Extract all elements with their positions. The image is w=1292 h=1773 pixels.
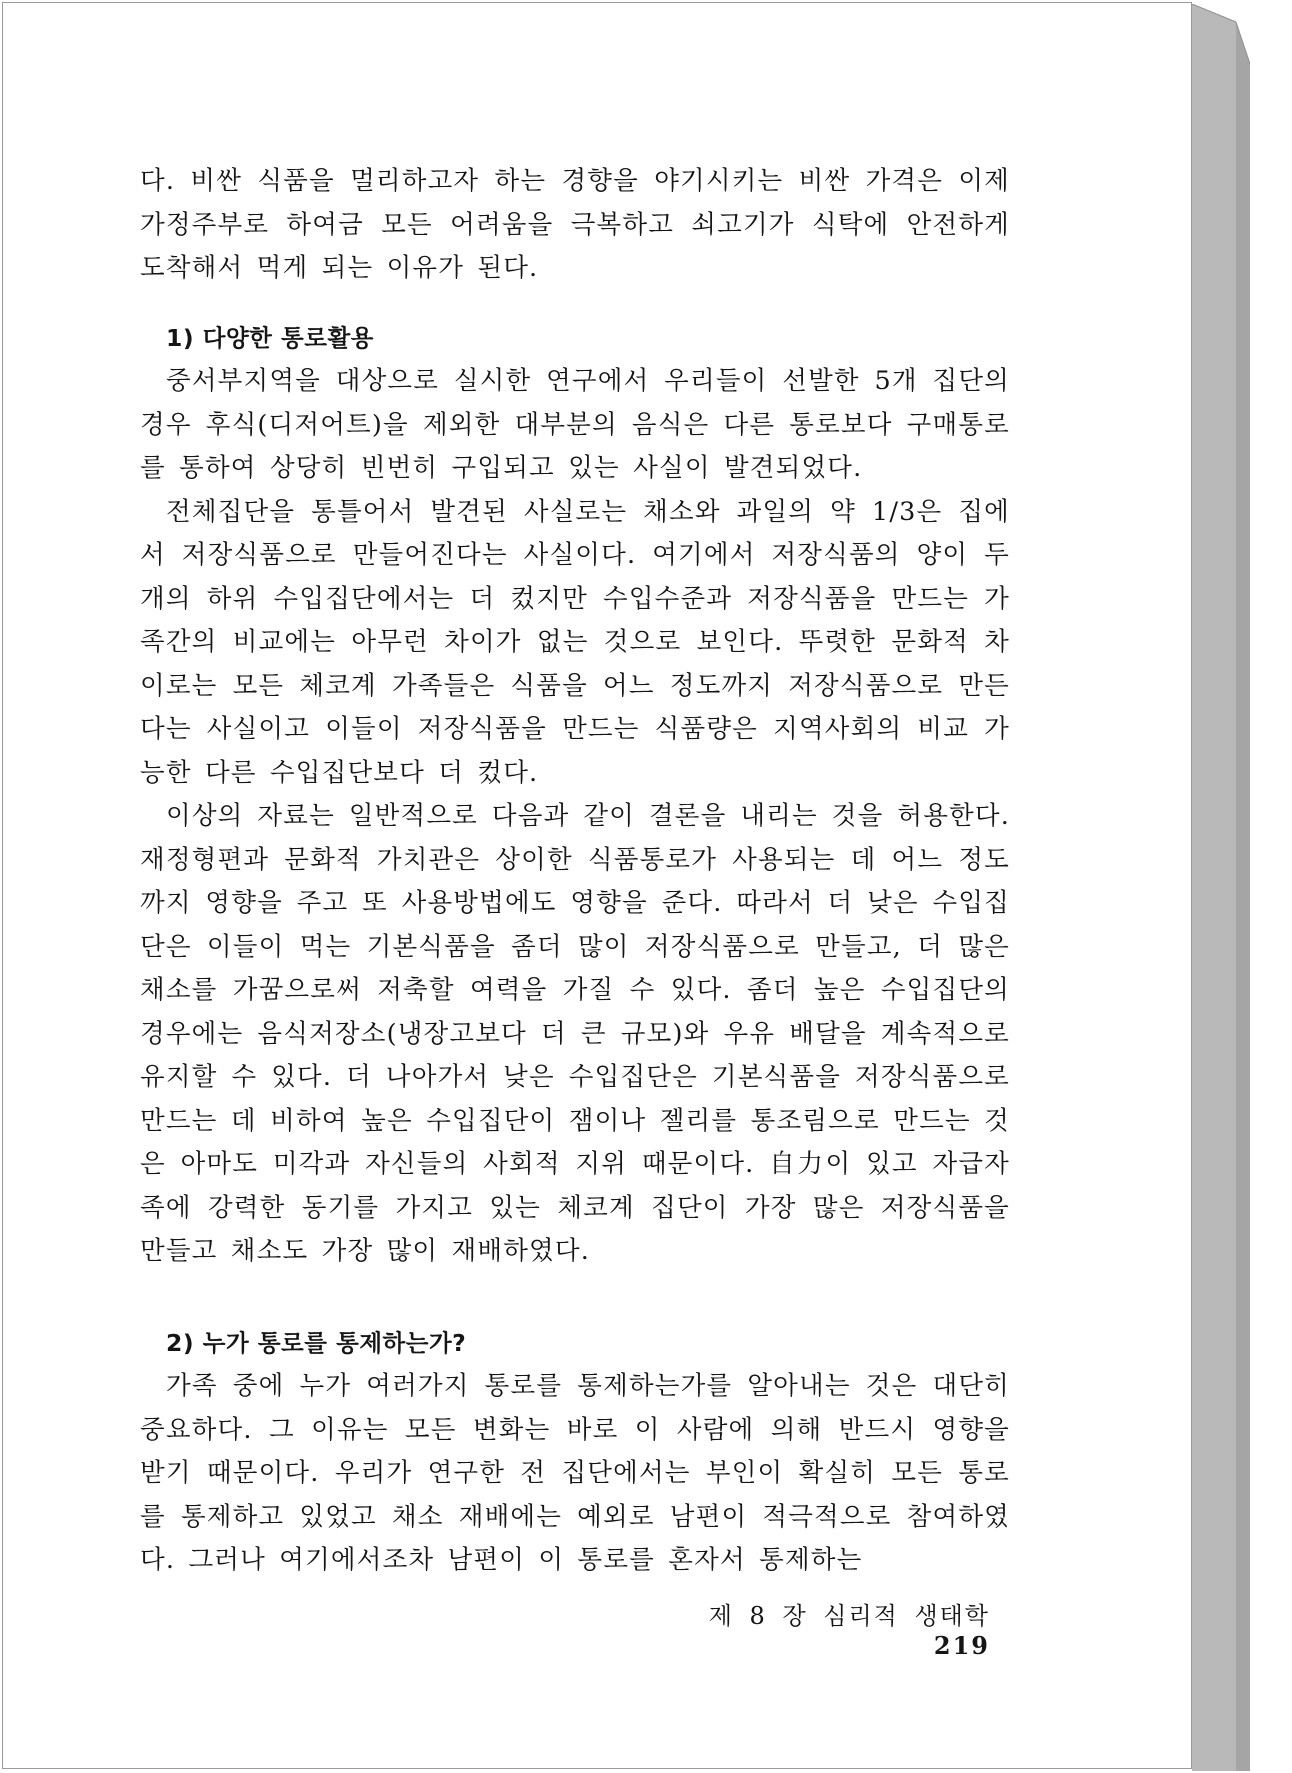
paragraph: 이상의 자료는 일반적으로 다음과 같이 결론을 내리는 것을 허용한다. 재정형편과 문화적 가치관은 상이한 식품통로가 사용되는 데 어느 정도까지 영향을 주고 또 사용방법에도 영향을 준다. 따라서 더 낮은 수입집단은 이들이 먹는 기본식품을 좀더 많이 저장식품으로 만들고, 더 많은 채소를 가꿈으로써 저축할 여력을 가질 수 있다. 좀더 높은 수입집단의 경우에는 음식저장소(냉장고보다 더 큰 규모)와 우유 배달을 계속적으로 유지할 수 있다. 더 나아가서 낮은 수입집단은 기본식품을 저장식품으로 만드는 데 비하여 높은 수입집단이 잼이나 젤리를 통조림으로 만드는 것은 아마도 미각과 자신들의 사회적 지위 때문이다. 自力이 있고 자급자족에 강력한 동기를 가지고 있는 체코계 집단이 가장 많은 저장식품을 만들고 채소도 가장 많이 재배하였다. — [140, 801, 1010, 1266]
spacer — [140, 1274, 1010, 1322]
chapter-label: 제 8 장 심리적 생태학 — [708, 1602, 990, 1630]
paragraph-continued: 다. 비싼 식품을 멀리하고자 하는 경향을 야기시키는 비싼 가격은 이제 가정주부로 하여금 모든 어려움을 극복하고 쇠고기가 식탁에 안전하게 도착해서 먹게 되는 이유가 된다. — [140, 166, 1010, 283]
paragraph: 전체집단을 통틀어서 발견된 사실로는 채소와 과일의 약 1/3은 집에서 저장식품으로 만들어진다는 사실이다. 여기에서 저장식품의 양이 두 개의 하위 수입집단에서는 더 컸지만 수입수준과 저장식품을 만드는 가족간의 비교에는 아무런 차이가 없는 것으로 보인다. 뚜렷한 문화적 차이로는 모든 체코계 가족들은 식품을 어느 정도까지 저장식품으로 만든다는 사실이고 이들이 저장식품을 만드는 식품량은 지역사회의 비교 가능한 다른 수입집단보다 더 컸다. — [140, 496, 1010, 788]
paragraph: 가족 중에 누가 여러가지 통로를 통제하는가를 알아내는 것은 대단히 중요하다. 그 이유는 모든 변화는 바로 이 사람에 의해 반드시 영향을 받기 때문이다. 우리가 연구한 전 집단에서는 부인이 확실히 모든 통로를 통제하고 있었고 채소 재배에는 예외로 남편이 적극적으로 참여하였다. 그러나 여기에서조차 남편이 이 통로를 혼자서 통제하는 — [140, 1371, 1010, 1575]
section-heading-2: 2) 누가 통로를 통제하는가? — [166, 1328, 467, 1357]
book-edge-shadow — [1192, 4, 1250, 1771]
page-number: 219 — [933, 1631, 990, 1660]
page-footer — [650, 1596, 990, 1660]
paragraph: 중서부지역을 대상으로 실시한 연구에서 우리들이 선발한 5개 집단의 경우 후식(디저어트)을 제외한 대부분의 음식은 다른 통로보다 구매통로를 통하여 상당히 빈번히 구입되고 있는 사실이 발견되었다. — [140, 366, 1010, 483]
body-text — [140, 160, 1010, 1583]
spacer — [140, 291, 1010, 317]
section-heading-1: 1) 다양한 통로활용 — [166, 323, 374, 352]
